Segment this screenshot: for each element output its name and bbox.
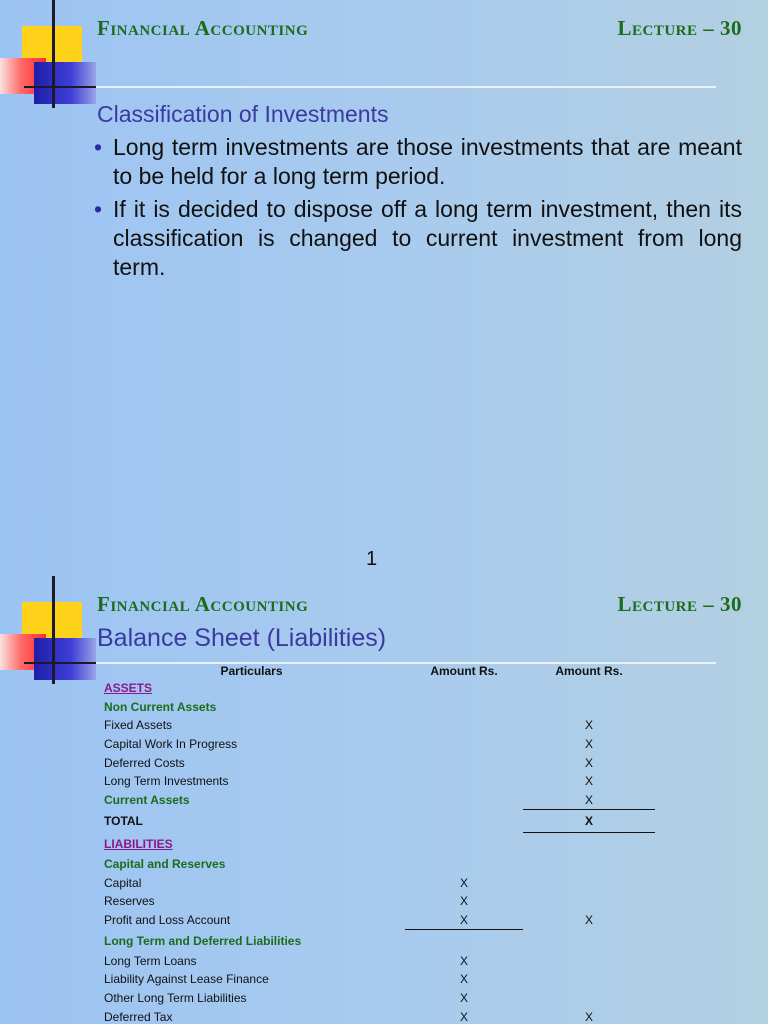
course-title: Financial Accounting bbox=[97, 16, 309, 40]
table-cell bbox=[405, 930, 523, 952]
table-cell: X bbox=[459, 972, 468, 987]
table-row bbox=[98, 791, 655, 810]
balance-sheet-table bbox=[98, 663, 655, 1024]
table-cell bbox=[405, 855, 523, 874]
table-cell bbox=[523, 833, 655, 855]
table-row bbox=[98, 698, 655, 717]
table-row bbox=[98, 679, 655, 698]
table-row bbox=[98, 855, 655, 874]
table-cell bbox=[523, 989, 655, 1008]
lecture-number: Lecture – 30 bbox=[617, 16, 742, 40]
bullet-item: • If it is decided to dispose off a long term investment, then its classification is changed to current investment from long term. bbox=[94, 196, 742, 280]
table-cell: Profit and Loss Account bbox=[104, 912, 231, 927]
table-cell: Long Term Loans bbox=[104, 953, 197, 968]
table-cell bbox=[523, 970, 655, 989]
decorative-squares-logo bbox=[0, 576, 100, 686]
table-row bbox=[98, 892, 655, 911]
logo-horizontal-line bbox=[24, 86, 98, 88]
page-number: 1 bbox=[366, 548, 378, 570]
table-cell: X bbox=[459, 875, 468, 890]
table-cell bbox=[405, 772, 523, 791]
table-row bbox=[98, 810, 655, 833]
table-cell bbox=[523, 952, 655, 971]
section-heading: LIABILITIES bbox=[104, 836, 173, 851]
table-cell: X bbox=[584, 774, 593, 789]
table-cell: Fixed Assets bbox=[104, 718, 173, 733]
table-cell: X bbox=[584, 1009, 593, 1024]
table-cell bbox=[405, 791, 523, 810]
logo-horizontal-line bbox=[24, 662, 98, 664]
total-value: X bbox=[523, 810, 655, 833]
table-cell: X bbox=[459, 894, 468, 909]
table-cell bbox=[523, 698, 655, 717]
group-heading: Capital and Reserves bbox=[104, 856, 226, 871]
slide-2 bbox=[0, 576, 768, 1024]
column-header: Amount Rs. bbox=[430, 664, 498, 678]
table-cell: X bbox=[584, 718, 593, 733]
blue-square bbox=[34, 62, 96, 104]
table-cell: X bbox=[584, 912, 593, 927]
table-row bbox=[98, 873, 655, 892]
bullet-item: • Long term investments are those investments that are meant to be held for a long term period. bbox=[94, 134, 742, 189]
bullet-icon: • bbox=[94, 134, 103, 160]
table-cell: Deferred Costs bbox=[104, 755, 185, 770]
logo-vertical-line bbox=[52, 576, 55, 684]
slide-title: Classification of Investments bbox=[97, 101, 389, 127]
table-cell bbox=[523, 855, 655, 874]
table-cell: Liability Against Lease Finance bbox=[104, 972, 269, 987]
table-cell: X bbox=[459, 991, 468, 1006]
table-cell: Long Term Investments bbox=[104, 774, 229, 789]
slide-title: Balance Sheet (Liabilities) bbox=[97, 624, 387, 652]
table-cell: Capital Work In Progress bbox=[104, 737, 238, 752]
total-label: TOTAL bbox=[104, 814, 143, 829]
table-cell: X bbox=[405, 910, 523, 929]
table-cell bbox=[523, 930, 655, 952]
table-cell bbox=[405, 810, 523, 833]
table-row bbox=[98, 833, 655, 855]
table-cell bbox=[523, 892, 655, 911]
table-row bbox=[98, 753, 655, 772]
table-cell: Other Long Term Liabilities bbox=[104, 991, 247, 1006]
table-cell: X bbox=[584, 755, 593, 770]
course-title: Financial Accounting bbox=[97, 592, 309, 616]
table-cell: X bbox=[459, 1009, 468, 1024]
table-cell bbox=[405, 753, 523, 772]
table-cell bbox=[405, 679, 523, 698]
table-cell: Deferred Tax bbox=[104, 1009, 173, 1024]
table-row bbox=[98, 1007, 655, 1024]
section-heading: ASSETS bbox=[104, 681, 153, 696]
blue-square bbox=[34, 638, 96, 680]
table-cell bbox=[523, 679, 655, 698]
group-heading: Non Current Assets bbox=[104, 699, 217, 714]
table-cell: Capital bbox=[104, 875, 142, 890]
table-header-row bbox=[98, 663, 655, 679]
table-cell: X bbox=[584, 737, 593, 752]
group-heading: Long Term and Deferred Liabilities bbox=[104, 933, 302, 948]
table-row bbox=[98, 910, 655, 929]
table-row bbox=[98, 930, 655, 952]
table-cell bbox=[523, 873, 655, 892]
lecture-number: Lecture – 30 bbox=[617, 592, 742, 616]
table-cell bbox=[405, 833, 523, 855]
bullet-list bbox=[92, 133, 742, 286]
table-row bbox=[98, 970, 655, 989]
header-rule bbox=[96, 86, 716, 88]
table-cell: X bbox=[523, 791, 655, 810]
column-header: Amount Rs. bbox=[555, 664, 623, 678]
table-row bbox=[98, 735, 655, 754]
table-cell bbox=[405, 735, 523, 754]
column-header: Particulars bbox=[220, 664, 283, 678]
table-cell: X bbox=[459, 953, 468, 968]
table-row bbox=[98, 952, 655, 971]
table-cell: Reserves bbox=[104, 894, 155, 909]
table-row bbox=[98, 989, 655, 1008]
table-cell bbox=[405, 716, 523, 735]
table-row bbox=[98, 772, 655, 791]
group-heading: Current Assets bbox=[104, 793, 190, 808]
table-cell bbox=[405, 698, 523, 717]
logo-vertical-line bbox=[52, 0, 55, 108]
bullet-icon: • bbox=[94, 196, 103, 222]
decorative-squares-logo bbox=[0, 0, 100, 110]
table-row bbox=[98, 716, 655, 735]
